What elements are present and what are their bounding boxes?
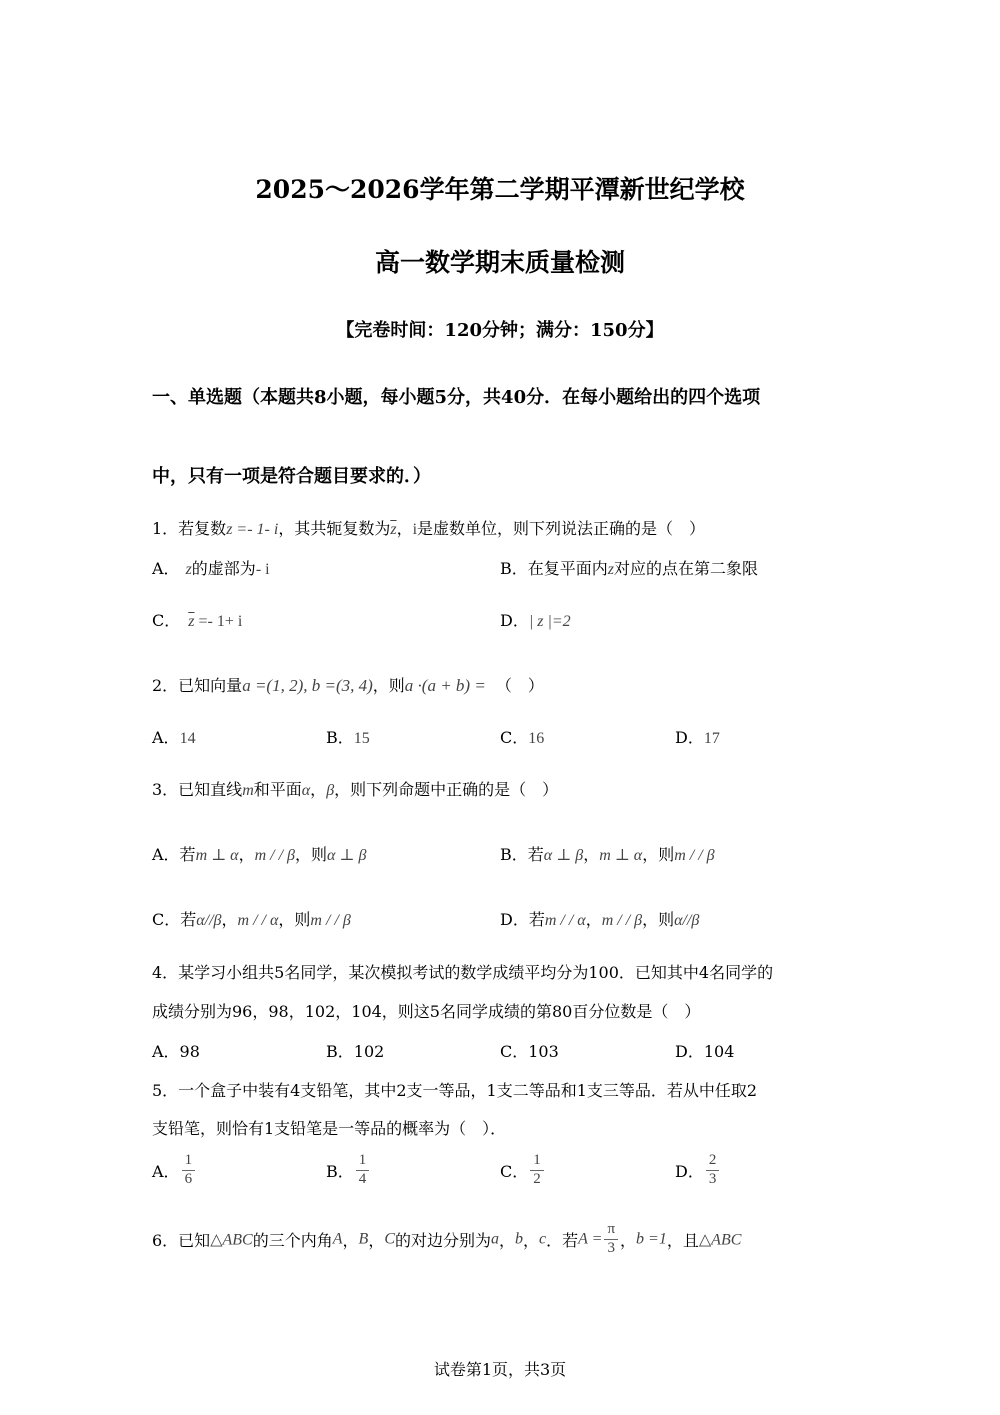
question-3-option-c (152, 907, 351, 930)
formula: b =1 (636, 1230, 667, 1248)
text: ，且 (666, 1230, 699, 1250)
option-label: B．在复平面内 (500, 559, 608, 578)
option-value: 15 (353, 730, 370, 747)
fraction (706, 1153, 720, 1188)
formula: $\overline{z}$ (390, 521, 397, 538)
option-label: C．若 (152, 910, 197, 929)
fraction-pi-over-3 (604, 1222, 618, 1257)
formula: $\overline{z}$ (188, 613, 195, 630)
question-4-stem-line2: 成绩分别为96，98，102，104，则这5名同学成绩的第80百分位数是（ ） (152, 1002, 701, 1021)
question-3-option-a (152, 842, 366, 865)
question-2-option-a (152, 725, 196, 748)
question-3-stem (152, 777, 558, 800)
formula: a ·(a + b) = (404, 676, 486, 695)
formula: m ⊥ α (599, 847, 643, 864)
formula: β (326, 782, 335, 799)
formula: z (607, 561, 614, 578)
text: 和平面 (253, 780, 302, 799)
numerator: 1 (182, 1153, 196, 1171)
text: ， (238, 845, 255, 864)
formula: C (384, 1230, 395, 1248)
text: ， (583, 845, 600, 864)
text: ， (221, 910, 238, 929)
numerator: 1 (530, 1153, 544, 1171)
text: ，则下列命题中正确的是（ ） (334, 780, 559, 799)
text: 的虚部为 (191, 559, 256, 578)
formula: A = (578, 1230, 603, 1248)
exam-title-line2: 高一数学期末质量检测 (374, 248, 625, 277)
question-5-stem-line2: 支铅笔，则恰有1支铅笔是一等品的概率为（ ）． (152, 1119, 507, 1138)
option-label: B． (326, 1161, 354, 1181)
formula: m / / β (254, 847, 295, 864)
formula: m / / β (601, 912, 643, 929)
question-3-option-b (500, 842, 715, 865)
formula: i (412, 521, 418, 538)
denominator: 3 (607, 1239, 615, 1256)
denominator: 6 (184, 1170, 193, 1187)
denominator: 2 (533, 1170, 541, 1187)
text: ，其共轭复数为 (278, 519, 391, 538)
numerator: 1 (356, 1153, 370, 1171)
text: 3．已知直线 (152, 780, 243, 799)
question-6-stem (152, 1222, 741, 1257)
formula: B (358, 1230, 369, 1248)
question-4-option-b: B．102 (326, 1042, 385, 1061)
formula: a (491, 1230, 500, 1248)
text: 对应的点在第二象限 (614, 559, 759, 578)
formula: m ⊥ α (195, 847, 239, 864)
denominator: 4 (358, 1170, 367, 1187)
numerator: 2 (706, 1153, 720, 1171)
text: ， (396, 519, 413, 538)
question-1-option-c (152, 608, 242, 631)
formula: m / / α (237, 912, 279, 929)
exam-title-line1: 2025～2026学年第二学期平潭新世纪学校 (255, 175, 745, 204)
question-5-stem-line1: 5．一个盒子中装有4支铅笔，其中2支一等品，1支二等品和1支三等品．若从中任取2 (152, 1081, 758, 1100)
formula: | z |=2 (528, 613, 571, 630)
formula: m / / β (674, 847, 715, 864)
text: 2．已知向量 (152, 676, 243, 695)
formula: m (242, 782, 254, 799)
exam-info: 【完卷时间：120分钟；满分：150分】 (336, 320, 664, 341)
text: ， (310, 780, 327, 799)
question-1-option-b (500, 556, 758, 579)
question-5-option-a (152, 1153, 197, 1188)
question-2-option-d (675, 725, 720, 748)
question-4-stem-line1: 4．某学习小组共5名同学，某次模拟考试的数学成绩平均分为100．已知其中4名同学的 (152, 963, 774, 982)
formula: A (332, 1230, 343, 1248)
option-label: D． (675, 1161, 704, 1181)
fraction (182, 1153, 196, 1188)
text: 是虚数单位，则下列说法正确的是（ ） (417, 519, 706, 538)
text: ， (368, 1230, 385, 1250)
question-2-option-c (500, 725, 544, 748)
formula: z (185, 561, 192, 578)
question-1-option-d (500, 608, 571, 631)
question-2-option-b (326, 725, 370, 748)
section-heading-line1: 一、单选题（本题共8小题，每小题5分，共40分．在每小题给出的四个选项 (152, 387, 761, 408)
option-label: C． (500, 728, 529, 747)
formula: α//β (674, 912, 700, 929)
formula: c (539, 1230, 547, 1248)
text: ，则 (642, 910, 675, 929)
numerator: π (604, 1222, 618, 1240)
option-label: D． (500, 611, 529, 630)
formula: m / / β (310, 912, 351, 929)
text: 1．若复数 (152, 519, 227, 538)
option-label: D．若 (500, 910, 545, 929)
formula: =- 1+ i (194, 613, 243, 630)
denominator: 3 (708, 1170, 717, 1187)
option-label: A． (152, 728, 180, 747)
question-4-option-d: D．104 (675, 1042, 735, 1061)
text: ， (585, 910, 602, 929)
option-value: 16 (528, 730, 545, 747)
text: 的对边分别为 (395, 1230, 492, 1250)
formula: △ABC (210, 1231, 253, 1249)
question-4-option-c: C．103 (500, 1042, 559, 1061)
question-1-stem (152, 516, 705, 539)
text: ， (523, 1230, 540, 1250)
option-label: B．若 (500, 845, 544, 864)
page-footer: 试卷第1页，共3页 (433, 1360, 567, 1379)
text: ，则 (295, 845, 328, 864)
text: （ ） (495, 676, 544, 695)
text: ，则 (642, 845, 675, 864)
formula: m / / α (544, 912, 586, 929)
text: ．若 (546, 1230, 579, 1250)
option-value: 17 (703, 730, 720, 747)
text: ，则 (278, 910, 311, 929)
question-5-option-d (675, 1153, 721, 1188)
question-4-option-a: A．98 (152, 1042, 200, 1061)
text: ， (620, 1230, 637, 1250)
formula: z =- 1- i (226, 521, 279, 538)
formula: a =(1, 2), b =(3, 4) (242, 676, 373, 695)
text: ，则 (372, 676, 405, 695)
formula: α (301, 782, 311, 799)
option-label: C． (500, 1161, 529, 1181)
question-5-option-c (500, 1153, 546, 1188)
option-label: C． (152, 611, 181, 630)
formula: α ⊥ β (327, 847, 367, 864)
text: 6．已知 (152, 1230, 211, 1250)
formula: - i (255, 561, 270, 578)
formula: α ⊥ β (543, 847, 584, 864)
option-label: A． (152, 1161, 180, 1181)
formula: △ABC (698, 1231, 742, 1249)
question-1-option-a (152, 556, 270, 579)
text: 的三个内角 (252, 1230, 333, 1250)
question-5-option-b (326, 1153, 371, 1188)
section-heading-line2: 中，只有一项是符合题目要求的．） (152, 466, 431, 487)
fraction (530, 1153, 544, 1188)
formula: α//β (196, 912, 222, 929)
question-3-option-d (500, 907, 699, 930)
option-label: B． (326, 728, 354, 747)
formula: b (515, 1230, 524, 1248)
option-value: 14 (179, 730, 196, 747)
option-label: D． (675, 728, 704, 747)
text: ， (342, 1230, 359, 1250)
text: ， (499, 1230, 516, 1250)
option-label: A．若 (152, 845, 196, 864)
fraction (356, 1153, 370, 1188)
question-2-stem (152, 673, 544, 696)
option-label: A． (152, 559, 180, 578)
